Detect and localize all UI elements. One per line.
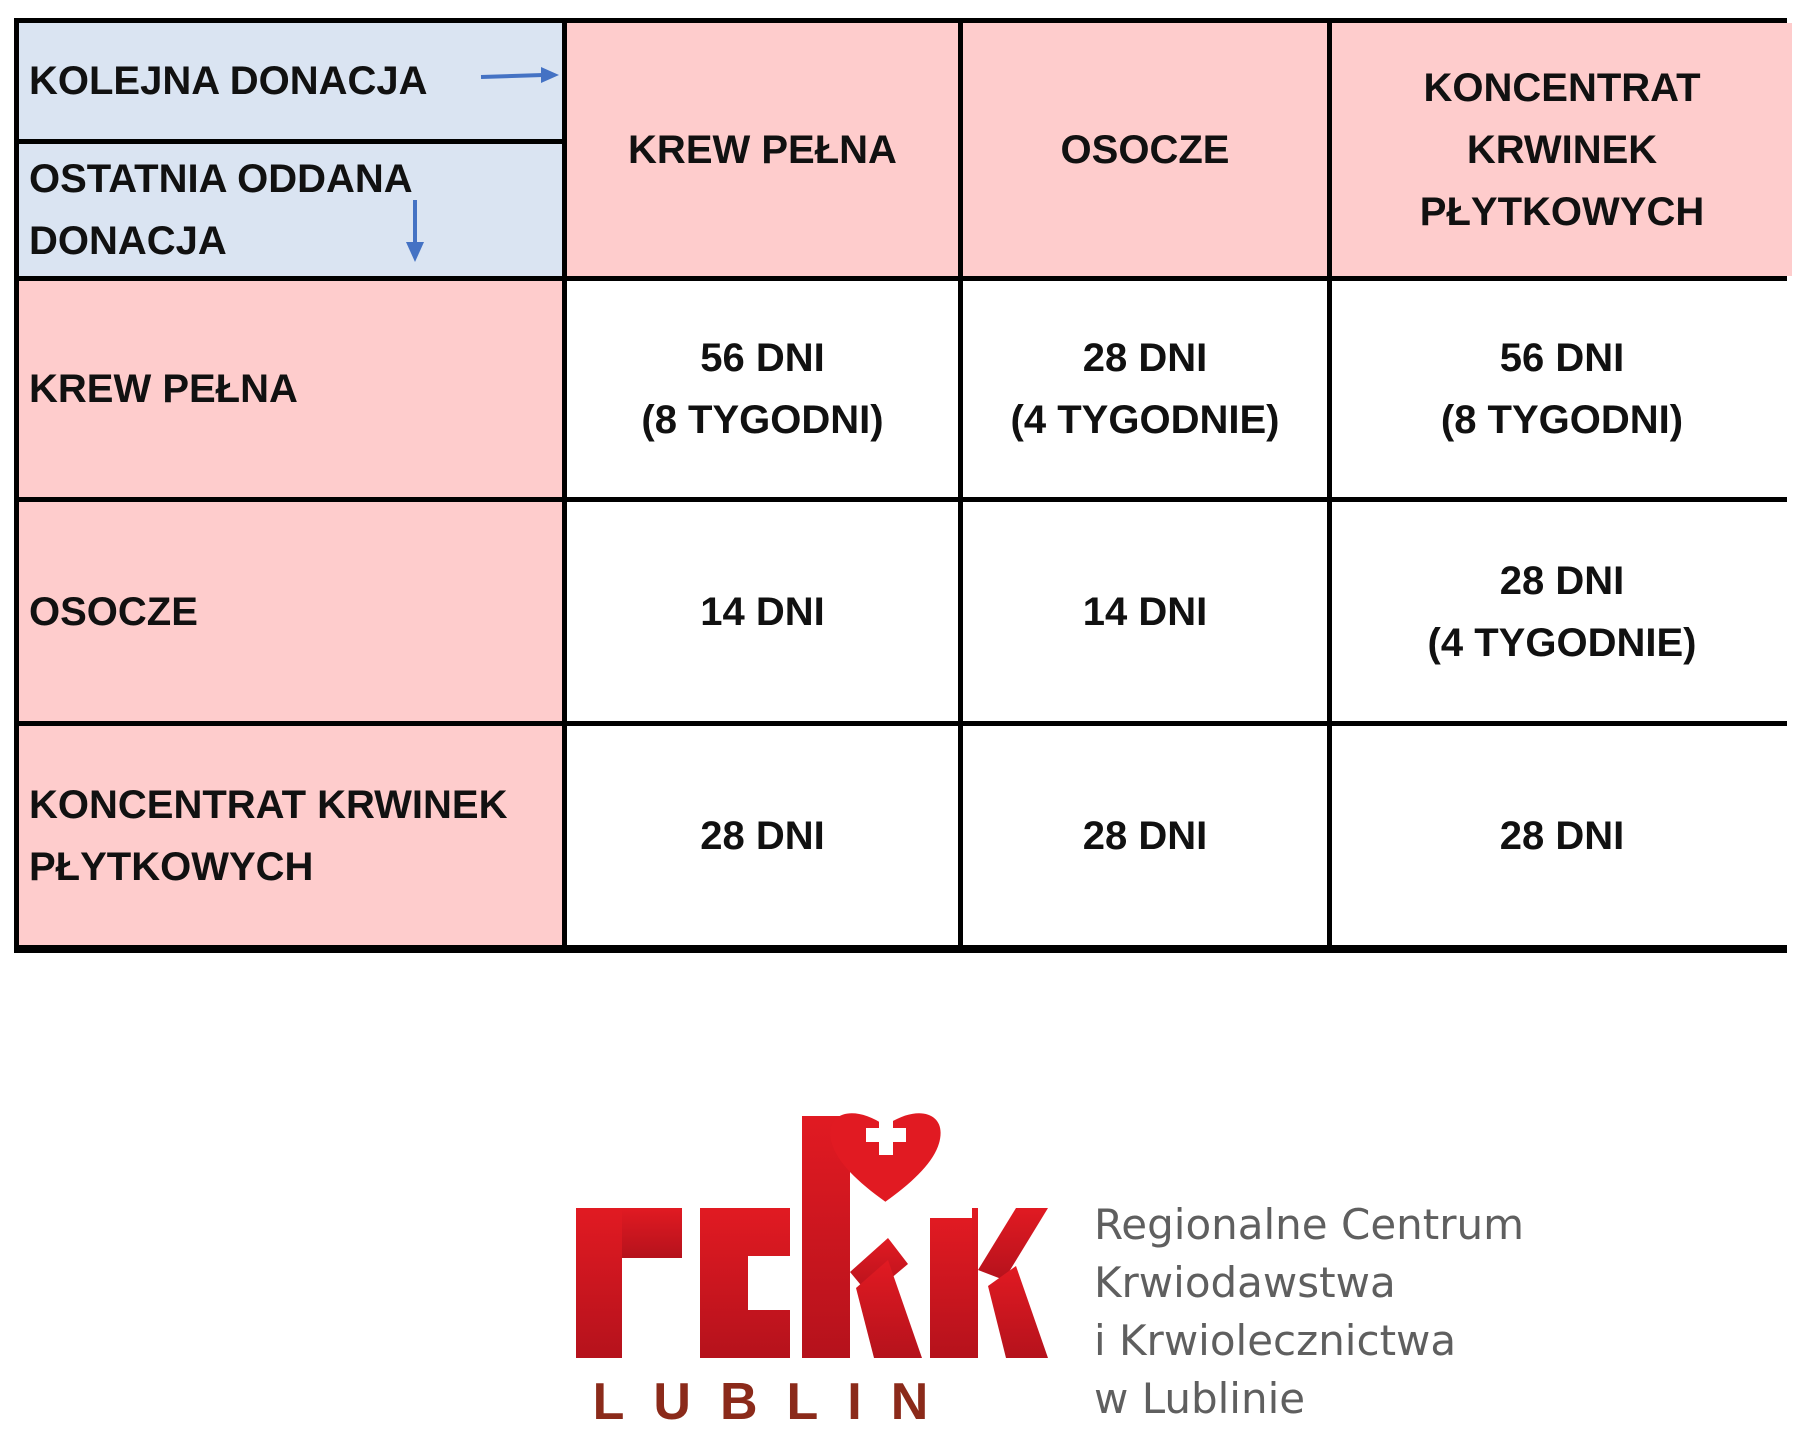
org-line: Krwiodawstwa: [1094, 1258, 1396, 1307]
arrow-right-icon: [479, 65, 561, 89]
table-cell: [1332, 726, 1792, 945]
row-header-plasma: [19, 502, 562, 721]
corner-next-label: KOLEJNA DONACJA: [29, 59, 428, 103]
rckik-logo-mark: [570, 1110, 1050, 1372]
arrow-down-icon: [403, 198, 427, 264]
org-line: Regionalne Centrum: [1094, 1200, 1525, 1249]
column-header-line: KONCENTRAT: [1423, 65, 1701, 110]
cell-line: (4 TYGODNIE): [1010, 398, 1280, 442]
cell-line: (4 TYGODNIE): [1427, 620, 1697, 665]
table-cell: [567, 281, 958, 497]
cell-line: (8 TYGODNI): [1440, 398, 1684, 442]
cell-line: 28 DNI: [1082, 336, 1208, 380]
table-cell: [963, 726, 1327, 945]
table-cell: [963, 281, 1327, 497]
cell-line: 28 DNI: [700, 813, 825, 858]
cell-line: 56 DNI: [700, 336, 825, 380]
row-header-line: PŁYTKOWYCH: [29, 844, 314, 889]
table-cell: [1332, 502, 1792, 721]
cell-line: 28 DNI: [1082, 813, 1208, 858]
table-cell: [963, 502, 1327, 721]
row-header-whole-blood: [19, 281, 562, 497]
table-cell: [1332, 281, 1792, 497]
cell-line: 14 DNI: [700, 589, 825, 634]
corner-last-donation: [19, 144, 562, 276]
column-header-platelets: [1332, 23, 1792, 276]
donation-interval-table: [14, 18, 1787, 953]
column-header-plasma: [963, 23, 1327, 276]
organization-name: [1094, 1196, 1524, 1428]
cell-line: 14 DNI: [1082, 589, 1208, 634]
corner-next-donation: [19, 23, 562, 139]
row-header-line: OSOCZE: [29, 589, 198, 634]
org-line: i Krwiolecznictwa: [1094, 1316, 1457, 1365]
row-header-line: KONCENTRAT KRWINEK: [29, 782, 508, 827]
cell-line: 56 DNI: [1499, 336, 1625, 380]
corner-last-line: DONACJA: [29, 219, 227, 263]
table-cell: [567, 726, 958, 945]
rckik-logo: [570, 1110, 1050, 1431]
cell-line: (8 TYGODNI): [641, 398, 884, 442]
logo-subtitle: LUBLIN: [592, 1373, 958, 1431]
cell-line: 28 DNI: [1499, 558, 1625, 603]
row-header-platelets: [19, 726, 562, 945]
org-line: w Lublinie: [1094, 1374, 1306, 1423]
column-header-line: OSOCZE: [1060, 127, 1230, 172]
table-cell: [567, 502, 958, 721]
column-header-line: PŁYTKOWYCH: [1419, 189, 1705, 234]
corner-last-line: OSTATNIA ODDANA: [29, 157, 413, 201]
column-header-whole-blood: [567, 23, 958, 276]
column-header-line: KREW PEŁNA: [628, 127, 897, 172]
cell-line: 28 DNI: [1499, 813, 1625, 858]
column-header-line: KRWINEK: [1466, 127, 1658, 172]
row-header-line: KREW PEŁNA: [29, 367, 298, 411]
